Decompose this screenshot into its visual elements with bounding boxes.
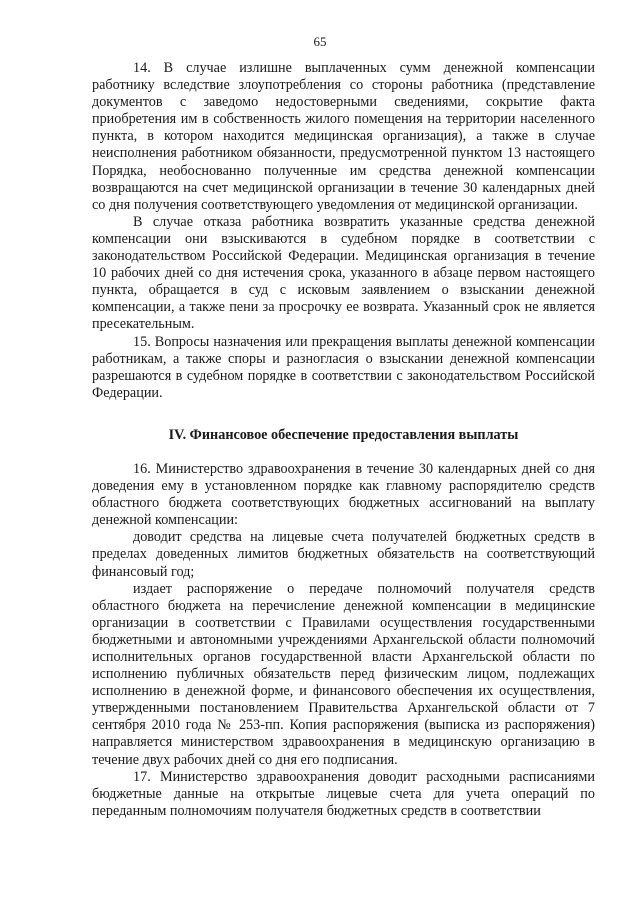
paragraph-16-order: издает распоряжение о передаче полномочий получателя средств областного бюджета на перечисление денежной компенсации в медицинские организации в соответствии с Правилами осуществления государственными бюджетными и автономными учреждениями Архангельской области полномочий исполнительных органов государственной власти Архангельской области по исполнению публичных обязательств перед физическим лицом, подлежащих исполнению в денежной форме, и финансового обеспечения их осуществления, утвержденными постановлением Правительства Архангельской области от 7 сентября 2010 года № 253-пп. Копия распоряжения (выписка из распоряжения) направляется министерством здравоохранения в медицинскую организацию в течение двух рабочих дней со дня его подписания.: [92, 580, 595, 768]
section-heading: IV. Финансовое обеспечение предоставления выплаты: [168, 426, 519, 443]
paragraph-17: 17. Министерство здравоохранения доводит расходными расписаниями бюджетные данные на открытые лицевые счета для учета операций по переданным полномочиям получателя бюджетных средств в соответствии: [92, 768, 595, 819]
paragraph-14: 14. В случае излишне выплаченных сумм денежной компенсации работнику вследствие злоупотребления со стороны работника (представление документов с заведомо недостоверными сведениями, сокрытие факта приобретения им в собственность жилого помещения на территории населенного пункта, в котором находится медицинская организация), а также в случае неисполнения работником обязанности, предусмотренной пунктом 13 настоящего Порядка, необоснованно полученные им средства денежной компенсации возвращаются на счет медицинской организации в течение 30 календарных дней со дня получения соответствующего уведомления от медицинской организации.: [92, 60, 595, 213]
document-body: [92, 60, 595, 820]
paragraph-16: 16. Министерство здравоохранения в течение 30 календарных дней со дня доведения ему в установленном порядке как главному распорядителю средств областного бюджета соответствующих бюджетных ассигнований на выплату денежной компенсации:: [92, 460, 595, 529]
paragraph-15: 15. Вопросы назначения или прекращения выплаты денежной компенсации работникам, а также споры и разногласия о взыскании денежной компенсации разрешаются в судебном порядке в соответствии с законодательством Российской Федерации.: [92, 333, 595, 401]
paragraph-14-refusal: В случае отказа работника возвратить указанные средства денежной компенсации они взыскиваются в судебном порядке в соответствии с законодательством Российской Федерации. Медицинская организация в течение 10 рабочих дней со дня истечения срока, указанного в абзаце первом настоящего пункта, обращается в суд с исковым заявлением о взыскании денежной компенсации, а также пени за просрочку ее возврата. Указанный срок не является пресекательным.: [92, 213, 595, 333]
page-number: 65: [313, 34, 327, 49]
paragraph-16-funds: доводит средства на лицевые счета получателей бюджетных средств в пределах доведенных лимитов бюджетных обязательств на соответствующий финансовый год;: [92, 529, 595, 580]
